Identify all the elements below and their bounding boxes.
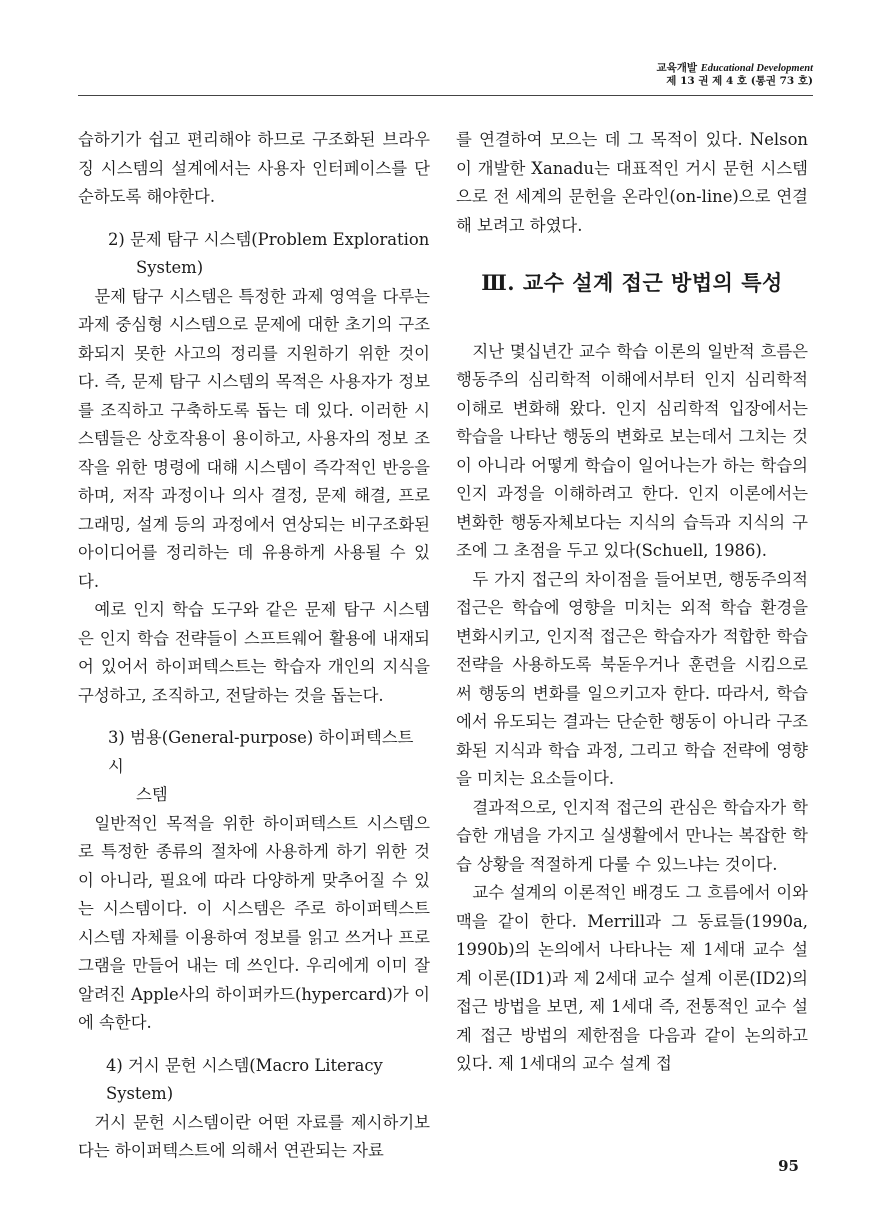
paragraph: 습하기가 쉽고 편리해야 하므로 구조화된 브라우징 시스템의 설계에서는 사용자 인터페이스를 단순하도록 해야한다.	[78, 130, 430, 206]
subsection-heading-3: 3) 범용(General-purpose) 하이퍼텍스트 시 스템	[108, 728, 414, 804]
journal-title-ko: 교육개발	[656, 62, 698, 74]
paragraph: 일반적인 목적을 위한 하이퍼텍스트 시스템으로 특정한 종류의 절차에 사용하게 하기 위한 것이 아니라, 필요에 따라 다양하게 맞추어질 수 있는 시스템이다. 이 시스템은 주로 하이퍼텍스트 시스템 자체를 이용하여 정보를 읽고 쓰거나 프로그램을 만들어 내는 데 쓰인다. 우리에게 이미 잘 알려진 Apple사의 하이퍼카드(hypercard)가 이에 속한다.	[78, 813, 430, 1032]
paragraph: 교수 설계의 이론적인 배경도 그 흐름에서 이와 맥을 같이 한다. Merrill과 그 동료들(1990a, 1990b)의 논의에서 나타나는 제 1세대 교수 설계 이론(ID1)과 제 2세대 교수 설계 이론(ID2)의 접근 방법을 보면, 제 1세대 즉, 전통적인 교수 설계 접근 방법의 제한점을 다음과 같이 논의하고 있다. 제 1세대의 교수 설계 접	[456, 883, 808, 1073]
left-column	[78, 126, 430, 1166]
running-header	[656, 62, 813, 88]
paragraph: 문제 탐구 시스템은 특정한 과제 영역을 다루는 과제 중심형 시스템으로 문제에 대한 초기의 구조화되지 못한 사고의 정리를 지원하기 위한 것이다. 즉, 문제 탐구 시스템의 목적은 사용자가 정보를 조직하고 구축하도록 돕는 데 있다. 이러한 시스템들은 상호작용이 용이하고, 사용자의 정보 조작을 위한 명령에 대해 시스템이 즉각적인 반응을 하며, 저작 과정이나 의사 결정, 문제 해결, 프로그래밍, 설계 등의 과정에서 연상되는 비구조화된 아이디어를 정리하는 데 유용하게 사용될 수 있다.	[78, 286, 430, 591]
page-number: 95	[778, 1157, 799, 1175]
paragraph: 결과적으로, 인지적 접근의 관심은 학습자가 학습한 개념을 가지고 실생활에서 만나는 복잡한 학습 상황을 적절하게 다룰 수 있느냐는 것이다.	[456, 797, 808, 874]
subsection-heading-4: 4) 거시 문헌 시스템(Macro Literacy System)	[106, 1055, 383, 1103]
right-column	[456, 126, 808, 1079]
paragraph: 지난 몇십년간 교수 학습 이론의 일반적 흐름은 행동주의 심리학적 이해에서부터 인지 심리학적 이해로 변화해 왔다. 인지 심리학적 입장에서는 학습을 나타난 행동의 변화로 보는데서 그치는 것이 아니라 어떻게 학습이 일어나는가 하는 학습의 인지 과정을 이해하려고 한다. 인지 이론에서는 변화한 행동자체보다는 지식의 습득과 지식의 구조에 그 초점을 두고 있다(Schuell, 1986).	[456, 341, 808, 560]
paragraph: 예로 인지 학습 도구와 같은 문제 탐구 시스템은 인지 학습 전략들이 스프트웨어 활용에 내재되어 있어서 하이퍼텍스트는 학습자 개인의 지식을 구성하고, 조직하고, 전달하는 것을 돕는다.	[78, 600, 430, 705]
subsection-heading-2: 2) 문제 탐구 시스템(Problem Exploration System)	[108, 229, 430, 277]
header-rule	[78, 95, 813, 96]
paragraph: 거시 문헌 시스템이란 어떤 자료를 제시하기보다는 하이퍼텍스트에 의해서 연관되는 자료	[78, 1112, 430, 1160]
issue-info: 제 13 권 제 4 호 (통권 73 호)	[666, 75, 813, 87]
journal-title-en: Educational Development	[700, 63, 813, 74]
paragraph: 를 연결하여 모으는 데 그 목적이 있다. Nelson이 개발한 Xanadu는 대표적인 거시 문헌 시스템으로 전 세계의 문헌을 온라인(on-line)으로 연결해 보려고 하였다.	[456, 130, 808, 235]
section-title: Ⅲ. 교수 설계 접근 방법의 특성	[481, 270, 783, 295]
paragraph: 두 가지 접근의 차이점을 들어보면, 행동주의적 접근은 학습에 영향을 미치는 외적 학습 환경을 변화시키고, 인지적 접근은 학습자가 적합한 학습 전략을 사용하도록 북돋우거나 훈련을 시킴으로써 행동의 변화를 일으키고자 한다. 따라서, 학습에서 유도되는 결과는 단순한 행동이 아니라 구조화된 지식과 학습 과정, 그리고 학습 전략에 영향을 미치는 요소들이다.	[456, 569, 808, 788]
